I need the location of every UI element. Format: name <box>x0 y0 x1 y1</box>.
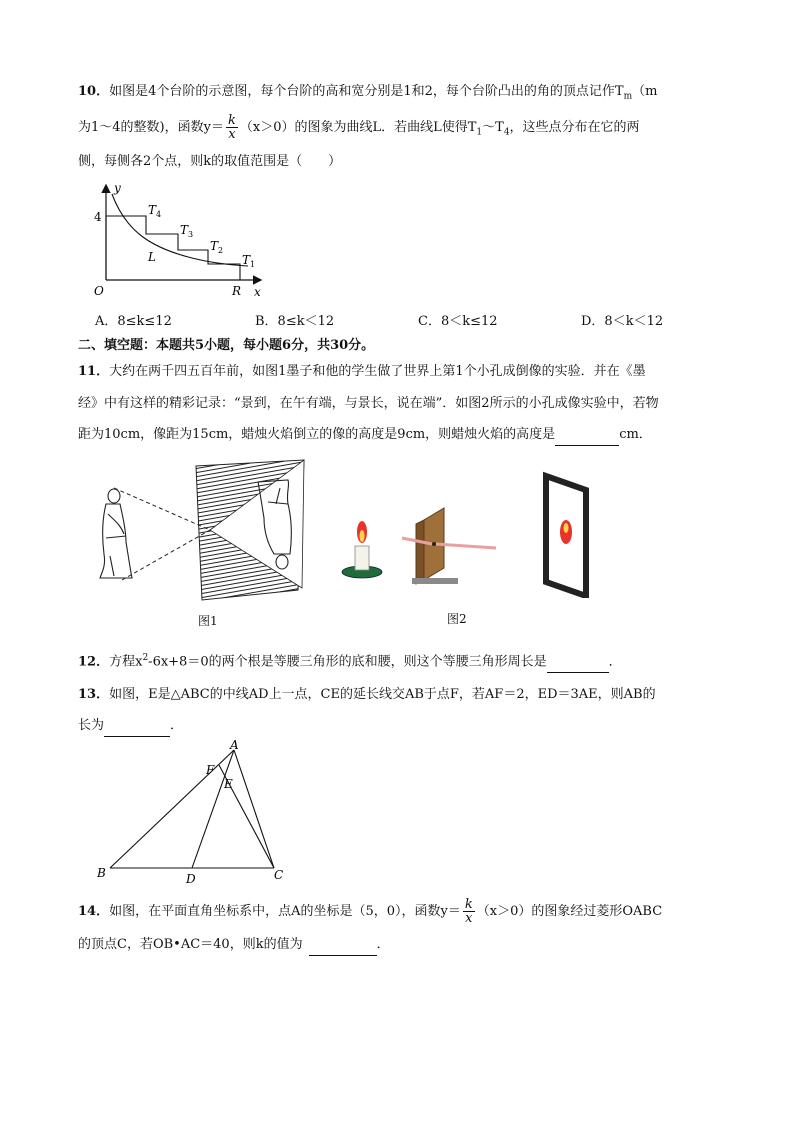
q10-text-1b: （m <box>632 84 658 99</box>
pinhole-board <box>402 508 496 584</box>
q10-fraction <box>226 114 238 141</box>
origin-label: O <box>94 284 104 298</box>
q14-frac-num: k <box>464 897 473 912</box>
q14-fraction <box>463 898 475 925</box>
q14-number: 14． <box>78 904 110 919</box>
q13-text-1: 如图，E是△ABC的中线AD上一点，CE的延长线交AB于点F，若AF＝2，ED＝3AE，则AB的 <box>109 687 656 702</box>
screen <box>546 476 586 596</box>
label-a: A <box>230 740 239 752</box>
q12-text-c: ． <box>608 654 622 670</box>
q14-answer-blank[interactable] <box>309 935 377 956</box>
q10-line1 <box>78 82 657 107</box>
t1-label: $T_1$ <box>242 253 256 269</box>
q11-text-3a: 距为10cm，像距为15cm，蜡烛火焰倒立的像的高度是9cm，则蜡烛火焰的高度是 <box>78 427 556 442</box>
t4-label: $T_4$ <box>148 203 162 219</box>
q12-sup: 2 <box>142 653 149 663</box>
q11-text-1: 大约在两千四五百年前，如图1墨子和他的学生做了世界上第1个小孔成倒像的实验．并在《墨 <box>109 364 646 379</box>
q10-frac-den: x <box>228 127 236 142</box>
label-f: F <box>206 763 215 777</box>
q11-answer-blank[interactable] <box>555 425 619 446</box>
q10-frac-num: k <box>227 113 236 128</box>
r-label: R <box>232 284 242 298</box>
q10-line2 <box>78 114 640 143</box>
ray-bottom <box>122 530 210 580</box>
y-tick-4: 4 <box>94 210 102 224</box>
label-d: D <box>186 872 196 886</box>
t3-label: $T_3$ <box>180 223 194 239</box>
candle <box>342 521 382 578</box>
q14-frac-den: x <box>465 911 473 926</box>
q11-line1 <box>78 362 646 382</box>
q10-text-2d: ，这些点分布在它的两 <box>509 120 640 135</box>
q10-option-a[interactable]: A．8≤k≤12 <box>95 314 172 329</box>
q10-text-2b: （x＞0）的图象为曲线L．若曲线L使得T <box>239 120 477 135</box>
q10-text-2a: 为1～4的整数)，函数y＝ <box>78 120 224 135</box>
q10-sub-1: 1 <box>476 127 483 138</box>
ray-top <box>114 488 210 530</box>
q12-text-b: -6x+8＝0的两个根是等腰三角形的底和腰，则这个等腰三角形周长是 <box>148 654 547 670</box>
y-axis-label: y <box>114 181 121 195</box>
q11-line3 <box>78 425 652 446</box>
q14-line2 <box>78 935 390 956</box>
q14-line1 <box>78 898 662 925</box>
q14-text-1b: （x＞0）的图象经过菱形OABC <box>476 904 663 919</box>
q11-number: 11． <box>78 364 110 379</box>
t2-label: $T_2$ <box>210 239 224 255</box>
q10-sub-m: m <box>623 91 633 102</box>
q10-option-d[interactable]: D．8＜k＜12 <box>581 314 664 329</box>
q11-text-3b: cm． <box>619 427 652 442</box>
q10-option-c[interactable]: C．8＜k≤12 <box>418 314 498 329</box>
x-axis-label: x <box>254 285 261 299</box>
q13-text-2a: 长为 <box>78 718 105 733</box>
fig1-caption: 图1 <box>198 614 218 628</box>
q13-line2 <box>78 716 183 737</box>
q13-answer-blank[interactable] <box>104 716 170 737</box>
mozi-figure <box>100 489 132 578</box>
q14-text-2b: ． <box>376 937 390 952</box>
fig2-caption: 图2 <box>447 612 467 626</box>
side-ac <box>234 750 274 868</box>
q14-text-2a: 的顶点C，若OB•AC＝40，则k的值为 <box>78 937 303 952</box>
label-e: E <box>224 777 233 791</box>
q10-line3: 侧，每侧各2个点，则k的取值范围是（ ） <box>78 154 342 169</box>
q11-line2: 经》中有这样的精彩记录：“景到，在午有端，与景长，说在端”．如图2所示的小孔成像实验中，若物 <box>78 396 659 411</box>
q13-number: 13． <box>78 687 110 702</box>
label-b: B <box>97 866 106 880</box>
section-title: 二、填空题：本题共5小题，每小题6分，共30分。 <box>78 338 375 353</box>
q10-text-1a: 如图是4个台阶的示意图，每个台阶的高和宽分别是1和2，每个台阶凸出的角的顶点记作T <box>109 84 624 99</box>
q12-answer-blank[interactable] <box>547 652 609 673</box>
q14-text-1a: 如图，在平面直角坐标系中，点A的坐标是（5，0），函数y＝ <box>109 904 461 919</box>
fig2-pinhole-setup <box>336 468 600 598</box>
q10-number: 10． <box>78 84 110 99</box>
q12-line <box>78 648 622 673</box>
q13-line1 <box>78 685 656 705</box>
fig1-pinhole-illustration <box>92 458 314 604</box>
side-ab <box>110 750 234 868</box>
label-c: C <box>274 868 284 882</box>
l-label: L <box>148 250 156 264</box>
q10-option-b[interactable]: B．8≤k＜12 <box>255 314 335 329</box>
q13-text-2b: ． <box>170 718 184 733</box>
q10-text-2c: ～T <box>482 120 504 135</box>
q12-number: 12． <box>78 654 110 670</box>
q10-sub-4: 4 <box>503 127 510 138</box>
q10-step-graph <box>88 180 278 302</box>
q12-text-a: 方程x <box>109 654 143 670</box>
q13-triangle-figure <box>92 740 292 886</box>
